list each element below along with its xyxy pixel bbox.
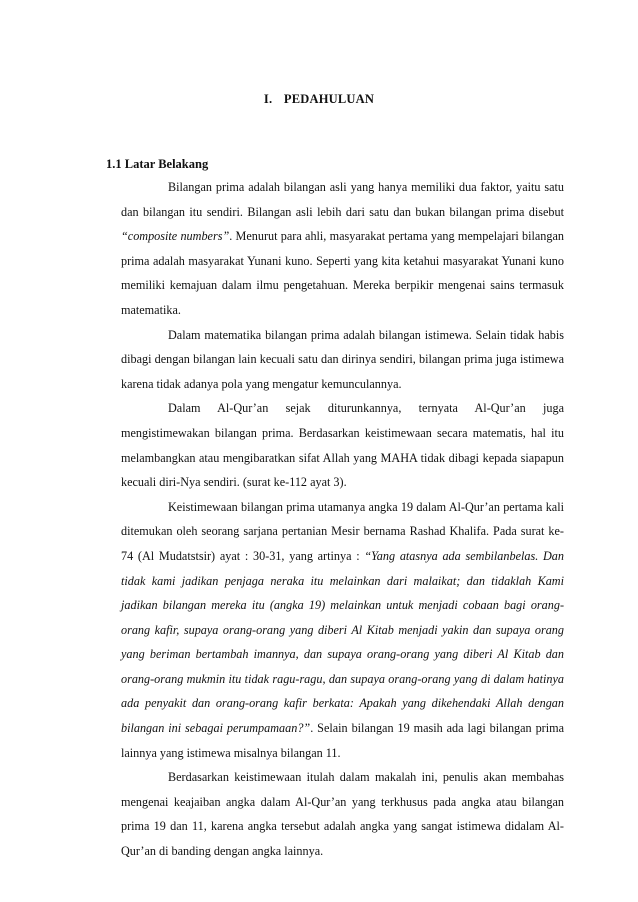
paragraph-3: Dalam Al-Qur’an sejak diturunkannya, ternyata Al-Qur’an juga mengistimewakan bilangan prima. Berdasarkan keistimewaan secara matematis, hal itu melambangkan atau mengibaratkan sifat Allah yang MAHA tidak dibagi kepada siapapun kecuali diri-Nya sendiri. (surat ke-112 ayat 3). [121,401,564,490]
chapter-title [0,92,638,107]
chapter-number: I. [263,92,273,106]
paragraph-1 [121,175,564,323]
paragraph-5: Berdasarkan keistimewaan itulah dalam makalah ini, penulis akan membahas mengenai keajaiban angka dalam Al-Qur’an yang terkhusus pada angka atau bilangan prima 19 dan 11, karena angka tersebut adalah angka yang sangat istimewa didalam Al-Qur’an di banding dengan angka lainnya. [121,770,564,859]
paragraph-1-text-a: Bilangan prima adalah bilangan asli yang hanya memiliki dua faktor, yaitu satu dan bilangan itu sendiri. Bilangan asli lebih dari satu dan bukan bilangan prima disebut [121,180,564,219]
section-heading: 1.1 Latar Belakang [106,157,209,171]
paragraph-1-text-b: . Menurut para ahli, masyarakat pertama yang mempelajari bilangan prima adalah masyarakat Yunani kuno. Seperti yang kita ketahui masyarakat Yunani kuno memiliki kemajuan dalam ilmu pengetahuan. Mereka berpikir mengenai sains termasuk matematika. [121,229,565,317]
paragraph-1-term: “composite numbers” [121,229,230,244]
paragraph-4-text-a: Keistimewaan bilangan prima utamanya angka 19 dalam Al-Qur’an pertama kali ditemukan oleh seorang sarjana pertanian Mesir bernama Rashad Khalifa. Pada surat ke-74 (Al Mudatstsir) ayat : 30-31, yang artinya : [121,499,564,563]
paragraph-2: Dalam matematika bilangan prima adalah bilangan istimewa. Selain tidak habis dibagi dengan bilangan lain kecuali satu dan dirinya sendiri, bilangan prima juga istimewa karena tidak adanya pola yang mengatur kemunculannya. [121,327,564,391]
paragraph-4-quote: “Yang atasnya ada sembilanbelas. Dan tidak kami jadikan penjaga neraka itu melainkan dari malaikat; dan tidaklah Kami jadikan bilangan mereka itu (angka 19) melainkan untuk menjadi cobaan bagi orang-orang kafir, supaya orang-orang yang diberi Al Kitab menjadi yakin dan supaya orang yang beriman bertambah imannya, dan supaya orang-orang yang diberi Al Kitab dan orang-orang mukmin itu tidak ragu-ragu, dan supaya orang-orang yang di dalam hatinya ada penyakit dan orang-orang kafir berkata: Apakah yang dikehendaki Allah dengan bilangan ini sebagai perumpamaan?” [121,548,564,736]
chapter-title-text: PEDAHULUAN [283,92,375,106]
body-text [121,175,564,864]
paragraph-4 [121,495,564,766]
paragraph-4-text-b: . Selain bilangan 19 masih ada lagi bilangan prima lainnya yang istimewa misalnya bilangan 11. [121,721,565,760]
